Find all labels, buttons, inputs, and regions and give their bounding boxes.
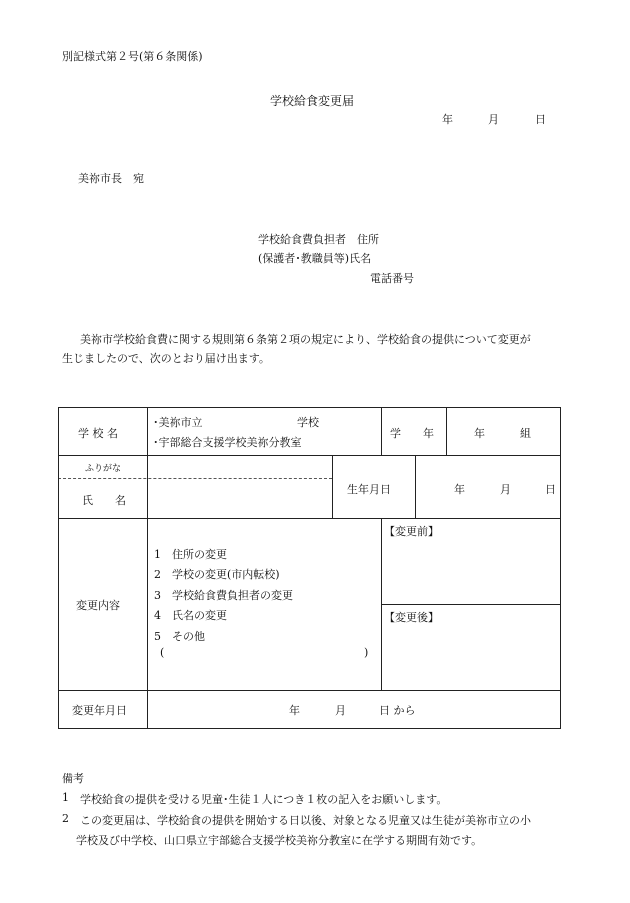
school-option-city: ･美祢市立 [153, 416, 203, 429]
furigana-label: ふりがな [85, 464, 122, 474]
grade-year-label: 年 [474, 427, 485, 440]
change-item: 4 氏名の変更 [154, 609, 227, 622]
change-date-label: 変更年月日 [72, 704, 127, 717]
applicant-name-label: (保護者･教職員等)氏名 [258, 252, 372, 265]
school-name-label: 学 校 名 [78, 427, 118, 440]
applicant-phone-label: 電話番号 [370, 272, 414, 285]
change-date-day-from: 日 から [379, 704, 416, 717]
addressee: 美祢市長 宛 [78, 172, 144, 185]
body-text-line1: 美祢市学校給食費に関する規則第６条第２項の規定により、学校給食の提供について変更が [80, 333, 531, 346]
change-content-label: 変更内容 [76, 599, 120, 612]
form-number: 別記様式第２号(第６条関係) [62, 50, 203, 63]
date-day-label: 日 [535, 113, 546, 126]
other-paren-close: ) [364, 646, 369, 659]
birth-day-label: 日 [545, 483, 556, 496]
change-item: 5 その他 [154, 630, 205, 643]
after-change-label: 【変更後】 [384, 611, 439, 624]
applicant-address-label: 学校給食費負担者 住所 [258, 233, 379, 246]
name-label: 氏 名 [82, 494, 126, 507]
birth-month-label: 月 [500, 483, 511, 496]
birth-year-label: 年 [454, 483, 465, 496]
change-item: 2 学校の変更(市内転校) [154, 568, 280, 581]
date-month-label: 月 [488, 113, 499, 126]
grade-class-label: 組 [520, 427, 531, 440]
document-title: 学校給食変更届 [270, 94, 355, 108]
birth-date-label: 生年月日 [347, 483, 391, 496]
note-text: 学校給食の提供を受ける児童･生徒１人につき１枚の記入をお願いします。 [80, 793, 448, 806]
date-year-label: 年 [442, 113, 453, 126]
change-item: 3 学校給食費負担者の変更 [154, 589, 293, 602]
change-date-month: 月 [335, 704, 346, 717]
note-text-continued: 学校及び中学校、山口県立宇部総合支援学校美祢分教室に在学する期間有効です。 [76, 834, 483, 847]
note-number: 1 [62, 791, 69, 804]
change-date-year: 年 [289, 704, 300, 717]
school-option-city-suffix: 学校 [297, 416, 319, 429]
notes-heading: 備考 [62, 772, 84, 785]
note-number: 2 [62, 812, 69, 825]
before-change-label: 【変更前】 [384, 525, 439, 538]
note-text: この変更届は、学校給食の提供を開始する日以後、対象となる児童又は生徒が美祢市立の小 [80, 814, 531, 827]
school-option-branch: ･宇部総合支援学校美祢分教室 [153, 436, 302, 449]
grade-label: 学 年 [390, 427, 434, 440]
other-paren-open: ( [160, 646, 165, 659]
change-item: 1 住所の変更 [154, 548, 227, 561]
body-text-line2: 生じましたので、次のとおり届け出ます。 [62, 352, 270, 365]
